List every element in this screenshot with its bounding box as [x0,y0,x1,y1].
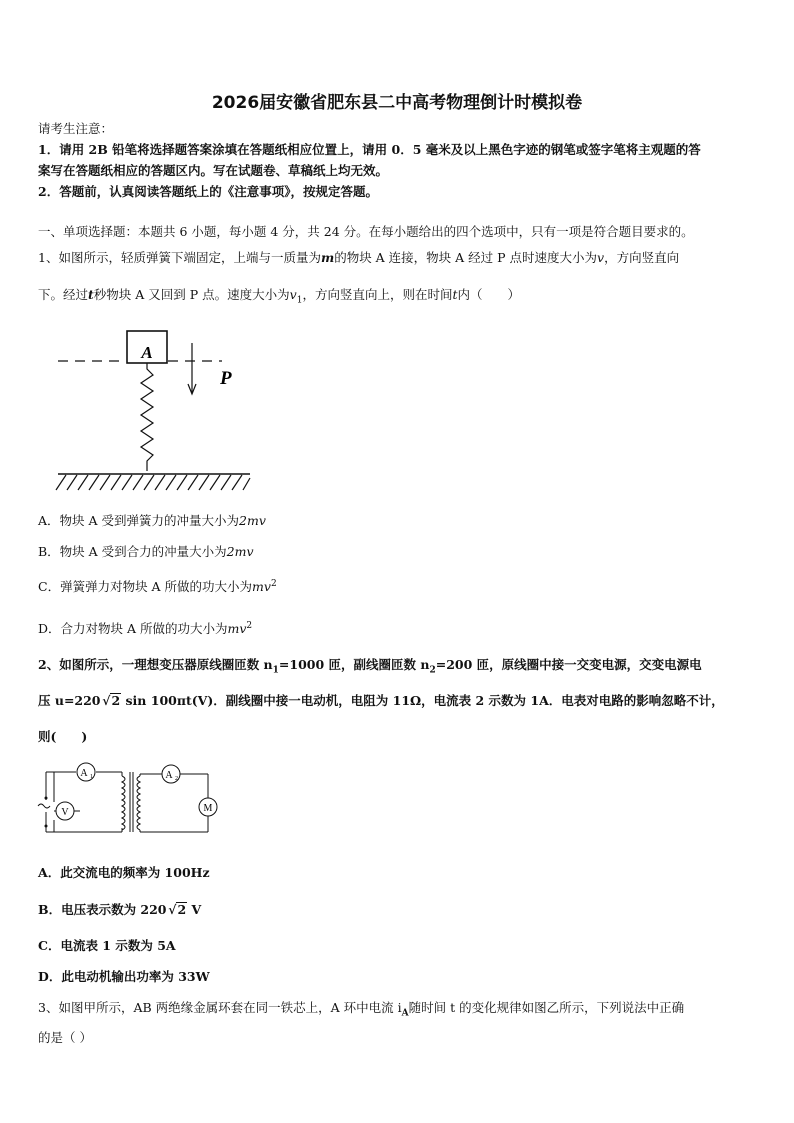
q2-n1-subscript: 1 [272,665,279,676]
q3-text: 随时间 t 的变化规律如图乙所示，下列说法中正确 [408,1000,685,1015]
ammeter-1-label: A [80,768,88,779]
q1-v1-symbol: v [289,287,297,302]
terminal-dot [45,797,48,800]
q2-n2-subscript: 2 [429,665,436,676]
terminal-dot [45,825,48,828]
question-2-line-2 [38,693,758,709]
q2-option-d[interactable]: D．此电动机输出功率为 33W [38,969,210,984]
q3-ia-subscript: A [401,1008,409,1019]
q1-option-d[interactable] [38,619,252,637]
question-2-line-3: 则( ) [38,729,88,744]
ammeter-2-subscript: 2 [175,776,178,782]
q2-option-b[interactable] [38,900,201,918]
ammeter-2-label: A [165,770,173,781]
ammeter-1-subscript: 1 [90,774,93,780]
q2-option-a[interactable]: A．此交流电的频率为 100Hz [38,865,210,880]
q1-text: 秒物块 A 又回到 P 点。速度大小为 [93,287,290,302]
option-expression: mv [252,579,271,594]
notice-item-1-line-2: 案写在答题纸相应的答题区内。写在试题卷、草稿纸上均无效。 [38,163,389,178]
q1-text: ，方向竖直向上，则在时间 [302,287,453,302]
q1-mass-symbol: m [320,250,335,265]
q3-text: 3、如图甲所示，AB 两绝缘金属环套在同一铁芯上，A 环中电流 i [38,1000,402,1015]
q2-text: sin 100πt(V)．副线圈中接一电动机，电阻为 11Ω，电流表 2 示数为 1A．电表对电路的影响忽略不计， [125,693,724,708]
ground-hatching [56,475,250,490]
q2-text: =1000 匝，副线圈匝数 n [278,657,430,672]
q1-v1-subscript: 1 [296,295,303,306]
q2-option-c[interactable]: C．电流表 1 示数为 5A [38,938,176,953]
q1-option-c[interactable] [38,577,277,595]
q1-text: 1、如图所示，轻质弹簧下端固定，上端与一质量为 [38,250,321,265]
option-expression: 2mv [226,544,254,559]
option-text: D．合力对物块 A 所做的功大小为 [38,621,228,636]
notice-item-1-line-1: 1．请用 2B 铅笔将选择题答案涂填在答题纸相应位置上，请用 0．5 毫米及以上黑色字迹的钢笔或签字笔将主观题的答 [38,142,701,157]
notice-heading: 请考生注意： [38,121,114,136]
secondary-coil [137,776,140,830]
point-p-label: P [220,368,232,389]
q2-text: 压 u=220 [38,693,101,708]
option-expression: 2mv [239,513,266,528]
sqrt-radicand: √ 2 [176,902,187,916]
block-a-label: A [141,343,153,362]
question-3-line-2: 的是（ ） [38,1030,92,1045]
q2-text: 2、如图所示，一理想变压器原线圈匝数 n [38,657,273,672]
option-text: B．物块 A 受到合力的冲量大小为 [38,544,227,559]
q1-time-symbol: t [452,287,458,302]
option-unit: V [191,902,202,917]
option-text: C．弹簧弹力对物块 A 所做的功大小为 [38,579,253,594]
primary-coil [122,776,125,830]
q1-text: 下。经过 [38,287,89,302]
q1-option-b[interactable] [38,542,254,560]
q1-text: 内（ ） [457,287,520,302]
transformer-circuit-figure [36,762,226,842]
question-2-line-1 [38,657,758,679]
spring-block-figure [50,325,260,495]
section-heading: 一、单项选择题：本题共 6 小题，每小题 4 分，共 24 分。在每小题给出的四个选项中，只有一项是符合题目要求的。 [38,224,694,239]
voltmeter-label: V [61,807,69,818]
ac-source-icon [38,804,50,808]
q1-option-a[interactable] [38,511,266,529]
option-text: B．电压表示数为 220 [38,902,167,917]
q1-velocity-symbol: v [597,250,605,265]
q2-text: =200 匝，原线圈中接一交变电源，交变电源电 [435,657,702,672]
q1-text: ，方向竖直向 [604,250,680,265]
motor-label: M [203,803,213,814]
option-text: A．物块 A 受到弹簧力的冲量大小为 [38,513,240,528]
page-title: 2026届安徽省肥东县二中高考物理倒计时模拟卷 [211,93,583,113]
notice-item-2: 2．答题前，认真阅读答题纸上的《注意事项》，按规定答题。 [38,184,378,199]
sqrt-radicand: √ 2 [110,693,121,707]
spring [141,363,153,471]
option-superscript: 2 [246,620,253,631]
q1-text: 的物块 A 连接，物块 A 经过 P 点时速度大小为 [334,250,598,265]
option-superscript: 2 [270,578,277,589]
question-1-line-2 [38,287,758,309]
question-3-line-1 [38,1000,758,1022]
q1-time-symbol: t [88,287,94,302]
option-expression: mv [227,621,247,636]
question-1-line-1 [38,250,758,266]
